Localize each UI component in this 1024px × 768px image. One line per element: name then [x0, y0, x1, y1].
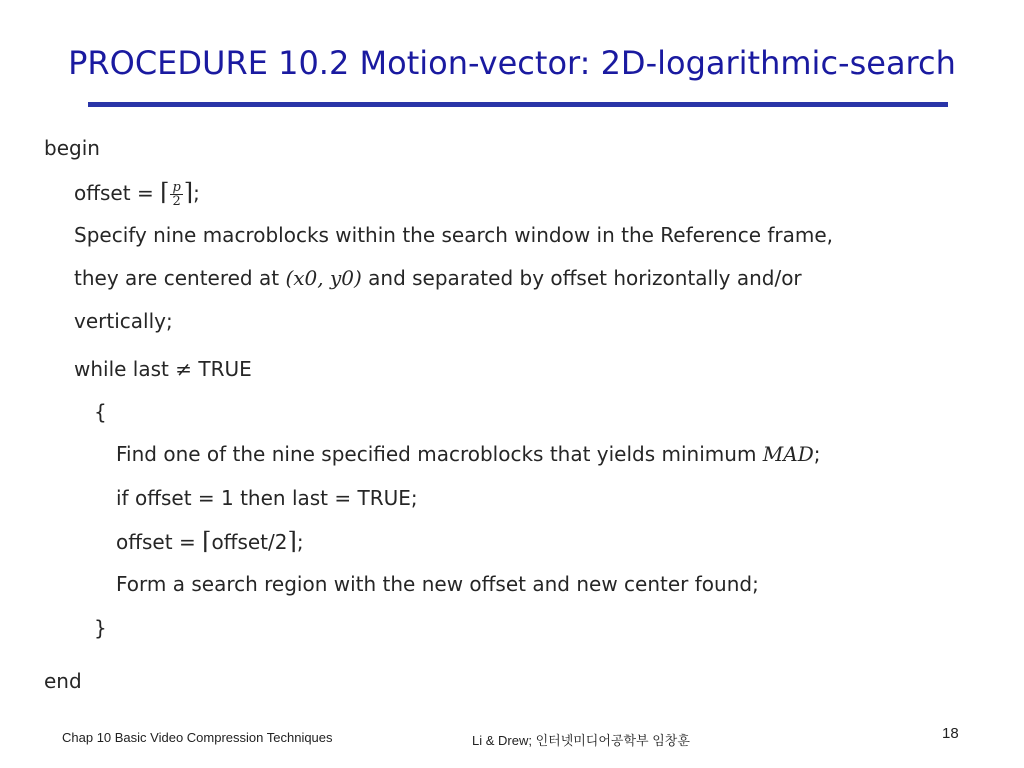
specify-line-2-suffix: and separated by offset horizontally and/or	[361, 266, 802, 290]
ceil-right-bracket-2: ⌉	[287, 527, 297, 555]
offset-update-suffix: ;	[296, 530, 304, 554]
end-keyword: end	[44, 669, 82, 693]
mad-symbol: MAD	[762, 442, 814, 466]
offset-fraction	[170, 181, 182, 208]
if-line: if offset = 1 then last = TRUE;	[116, 486, 418, 510]
close-brace: }	[94, 616, 107, 640]
form-line: Form a search region with the new offset and new center found;	[116, 572, 759, 596]
offset-update-line	[116, 527, 304, 556]
find-suffix: ;	[813, 442, 821, 466]
not-equal-operator: ≠	[175, 357, 193, 381]
specify-line-2	[74, 264, 802, 292]
footer-authors: Li & Drew; 인터넷미디어공학부 임창훈	[472, 733, 690, 748]
center-coordinates: (x0, y0)	[285, 266, 362, 290]
slide-title: PROCEDURE 10.2 Motion-vector: 2D-logarithmic-search	[68, 44, 956, 82]
begin-keyword: begin	[44, 136, 100, 160]
offset-init-line	[74, 178, 200, 208]
offset-init-suffix: ;	[193, 181, 200, 205]
specify-line-1: Specify nine macroblocks within the search window in the Reference frame,	[74, 223, 834, 247]
while-line	[74, 355, 252, 383]
footer-chapter: Chap 10 Basic Video Compression Techniques	[62, 730, 333, 745]
find-line	[116, 440, 821, 468]
while-prefix: while last	[74, 357, 176, 381]
offset-update-prefix: offset =	[116, 530, 203, 554]
fraction-numerator: p	[172, 180, 181, 195]
ceil-left-bracket: ⌈	[160, 178, 170, 206]
specify-line-2-prefix: they are centered at	[74, 266, 286, 290]
fraction-denominator: 2	[172, 194, 181, 209]
open-brace: {	[94, 400, 107, 424]
find-prefix: Find one of the nine specified macroblocks that yields minimum	[116, 442, 763, 466]
while-suffix: TRUE	[192, 357, 252, 381]
ceil-right-bracket: ⌉	[183, 178, 194, 206]
specify-line-3: vertically;	[74, 309, 173, 333]
ceil-left-bracket-2: ⌈	[202, 527, 212, 555]
page-number: 18	[942, 725, 959, 742]
offset-init-prefix: offset =	[74, 181, 161, 205]
offset-update-inner: offset/2	[211, 530, 288, 554]
